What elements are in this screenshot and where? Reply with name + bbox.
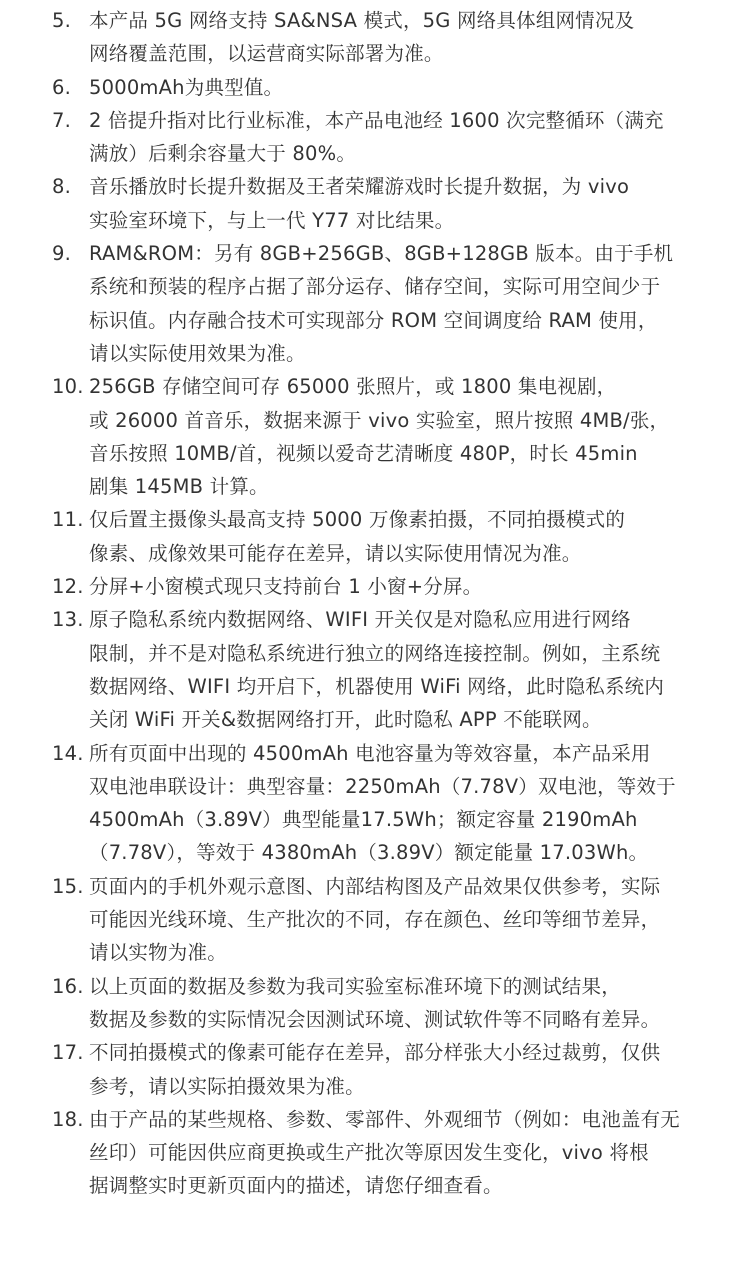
note-11 [0, 503, 750, 570]
note-9 [0, 237, 750, 370]
note-number: 16. [52, 974, 84, 998]
note-line: 数据及参数的实际情况会因测试环境、测试软件等不同略有差异。 [89, 1007, 661, 1031]
note-line: 由于产品的某些规格、参数、零部件、外观细节（例如：电池盖有无 [89, 1107, 681, 1131]
note-line: 页面内的手机外观示意图、内部结构图及产品效果仅供参考，实际 [89, 874, 661, 898]
note-line: （7.78V），等效于 4380mAh（3.89V）额定能量 17.03Wh。 [89, 841, 649, 865]
note-line: 参考，请以实际拍摄效果为准。 [89, 1074, 365, 1098]
note-15 [0, 870, 750, 970]
note-line: 所有页面中出现的 4500mAh 电池容量为等效容量，本产品采用 [89, 741, 651, 765]
note-line: 5000mAh为典型值。 [89, 75, 284, 99]
note-line: 或 26000 首音乐，数据来源于 vivo 实验室，照片按照 4MB/张， [89, 408, 670, 432]
note-number: 5. [52, 9, 72, 32]
note-line: 满放）后剩余容量大于 80%。 [89, 142, 357, 166]
note-13 [0, 603, 750, 736]
note-8 [0, 170, 750, 237]
note-number: 11. [52, 508, 84, 532]
note-line: 实验室环境下，与上一代 Y77 对比结果。 [89, 208, 455, 232]
note-line: 像素、成像效果可能存在差异，请以实际使用情况为准。 [89, 541, 582, 565]
note-line: 网络覆盖范围，以运营商实际部署为准。 [89, 42, 444, 66]
note-line: 音乐播放时长提升数据及王者荣耀游戏时长提升数据，为 vivo [89, 175, 630, 199]
note-line: 关闭 WiFi 开关&数据网络打开，此时隐私 APP 不能联网。 [89, 708, 602, 732]
note-line: 请以实际使用效果为准。 [89, 341, 306, 365]
note-10 [0, 370, 750, 503]
note-12 [0, 570, 750, 603]
note-line: 4500mAh（3.89V）典型能量17.5Wh；额定容量 2190mAh [89, 808, 638, 832]
note-line: 音乐按照 10MB/首，视频以爱奇艺清晰度 480P，时长 45min [89, 441, 638, 465]
note-line: 不同拍摄模式的像素可能存在差异，部分样张大小经过裁剪，仅供 [89, 1041, 661, 1065]
note-line: RAM&ROM：另有 8GB+256GB、8GB+128GB 版本。由于手机 [89, 242, 674, 266]
note-number: 10. [52, 375, 84, 399]
note-number: 8. [52, 175, 72, 199]
note-number: 18. [52, 1107, 84, 1131]
note-number: 14. [52, 741, 84, 765]
note-line: 数据网络、WIFI 均开启下，机器使用 WiFi 网络，此时隐私系统内 [89, 674, 665, 698]
note-17 [0, 1036, 750, 1103]
note-line: 原子隐私系统内数据网络、WIFI 开关仅是对隐私应用进行网络 [89, 608, 631, 632]
note-5 [0, 4, 750, 71]
note-line: 据调整实时更新页面内的描述，请您仔细查看。 [89, 1174, 503, 1198]
note-number: 12. [52, 575, 84, 599]
note-line: 标识值。内存融合技术可实现部分 ROM 空间调度给 RAM 使用， [89, 308, 658, 332]
note-line: 256GB 存储空间可存 65000 张照片，或 1800 集电视剧， [89, 375, 617, 399]
note-line: 以上页面的数据及参数为我司实验室标准环境下的测试结果， [89, 974, 621, 998]
note-line: 仅后置主摄像头最高支持 5000 万像素拍摄，不同拍摄模式的 [89, 508, 626, 532]
note-line: 双电池串联设计：典型容量：2250mAh（7.78V）双电池，等效于 [89, 774, 676, 798]
note-16 [0, 970, 750, 1037]
note-line: 系统和预装的程序占据了部分运存、储存空间，实际可用空间少于 [89, 275, 661, 299]
note-line: 请以实物为准。 [89, 941, 227, 965]
note-line: 可能因光线环境、生产批次的不同，存在颜色、丝印等细节差异， [89, 908, 661, 932]
note-line: 2 倍提升指对比行业标准，本产品电池经 1600 次完整循环（满充 [89, 108, 664, 132]
note-line: 分屏+小窗模式现只支持前台 1 小窗+分屏。 [89, 575, 483, 599]
note-6 [0, 71, 750, 104]
note-number: 15. [52, 874, 84, 898]
note-14 [0, 737, 750, 870]
note-number: 6. [52, 75, 72, 99]
note-18 [0, 1103, 750, 1203]
note-line: 剧集 145MB 计算。 [89, 475, 269, 499]
note-number: 9. [52, 242, 72, 266]
note-number: 13. [52, 608, 84, 632]
note-7 [0, 104, 750, 171]
note-line: 本产品 5G 网络支持 SA&NSA 模式，5G 网络具体组网情况及 [89, 9, 635, 32]
note-line: 丝印）可能因供应商更换或生产批次等原因发生变化，vivo 将根 [89, 1141, 649, 1165]
note-line: 限制，并不是对隐私系统进行独立的网络连接控制。例如，主系统 [89, 641, 661, 665]
note-number: 7. [52, 108, 72, 132]
note-number: 17. [52, 1041, 84, 1065]
